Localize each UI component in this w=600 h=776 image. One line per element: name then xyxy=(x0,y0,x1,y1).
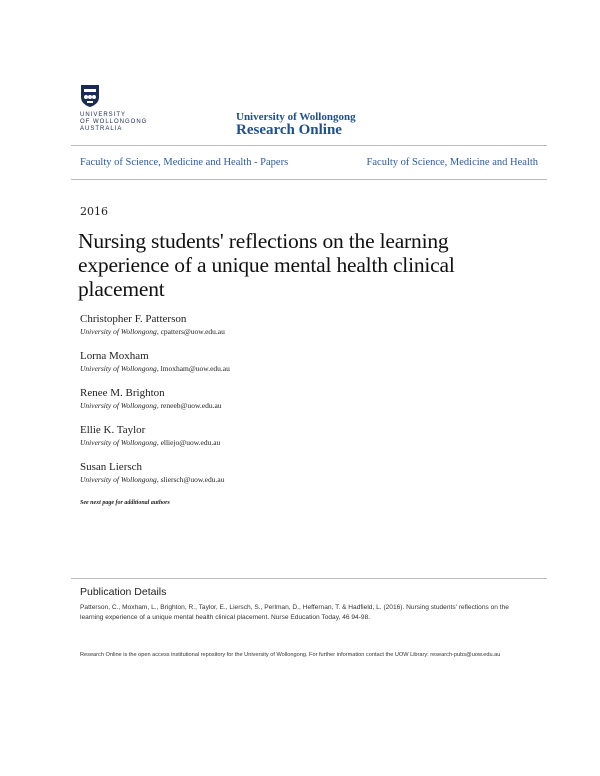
author-name: Christopher F. Patterson xyxy=(80,313,187,325)
uow-logo[interactable] xyxy=(78,84,158,136)
logo-text-line-3: AUSTRALIA xyxy=(80,126,123,132)
paper-title: Nursing students' reflections on the learning experience of a unique mental health clinical placement xyxy=(78,229,455,301)
author-institution: University of Wollongong xyxy=(80,327,157,336)
author-affiliation xyxy=(80,474,520,485)
author-name: Ellie K. Taylor xyxy=(80,424,146,436)
author-institution: University of Wollongong xyxy=(80,401,157,410)
see-next-page-note: See next page for additional authors xyxy=(80,500,170,506)
faculty-papers-link[interactable]: Faculty of Science, Medicine and Health - Papers xyxy=(80,157,289,168)
publication-divider xyxy=(71,578,547,579)
author-entry xyxy=(80,312,520,349)
header-divider-top xyxy=(71,145,547,146)
crest-icon xyxy=(80,84,100,108)
author-institution: University of Wollongong xyxy=(80,364,157,373)
logo-text-line-1: UNIVERSITY xyxy=(80,112,127,118)
author-institution: University of Wollongong xyxy=(80,475,157,484)
author-entry xyxy=(80,349,520,386)
author-affiliation xyxy=(80,326,520,337)
author-name: Renee M. Brighton xyxy=(80,387,165,399)
author-email: , elliejo@uow.edu.au xyxy=(156,438,221,447)
institution-title[interactable]: University of Wollongong xyxy=(236,111,356,123)
author-entry xyxy=(80,386,520,423)
author-list xyxy=(80,312,520,497)
author-affiliation xyxy=(80,437,520,448)
publication-year: 2016 xyxy=(80,205,108,218)
author-email: , lmoxham@uow.edu.au xyxy=(156,364,230,373)
author-email: , sliersch@uow.edu.au xyxy=(156,475,225,484)
publication-details-heading: Publication Details xyxy=(80,586,167,598)
repository-footer: Research Online is the open access institutional repository for the University of Wollongong. For further information contact the UOW Library: research-pubs@uow.edu.au xyxy=(80,652,501,658)
author-entry xyxy=(80,460,520,497)
author-email: , reneeb@uow.edu.au xyxy=(156,401,222,410)
publication-details-text: Patterson, C., Moxham, L., Brighton, R., Taylor, E., Liersch, S., Perlman, D., Heffernan, T. & Hadfield, L. (2016). Nursing students' reflections on the learning experience of a unique mental health clinical placement. Nurse Education Today, 46 94-98. xyxy=(80,604,509,621)
author-name: Lorna Moxham xyxy=(80,350,149,362)
author-name: Susan Liersch xyxy=(80,461,143,473)
author-affiliation xyxy=(80,400,520,411)
author-email: , cpatters@uow.edu.au xyxy=(156,327,225,336)
logo-text-line-2: OF WOLLONGONG xyxy=(80,119,148,125)
repository-title[interactable]: Research Online xyxy=(236,122,342,138)
author-affiliation xyxy=(80,363,520,374)
header-divider-bottom xyxy=(71,179,547,180)
faculty-link[interactable]: Faculty of Science, Medicine and Health xyxy=(366,157,538,168)
author-institution: University of Wollongong xyxy=(80,438,157,447)
author-entry xyxy=(80,423,520,460)
